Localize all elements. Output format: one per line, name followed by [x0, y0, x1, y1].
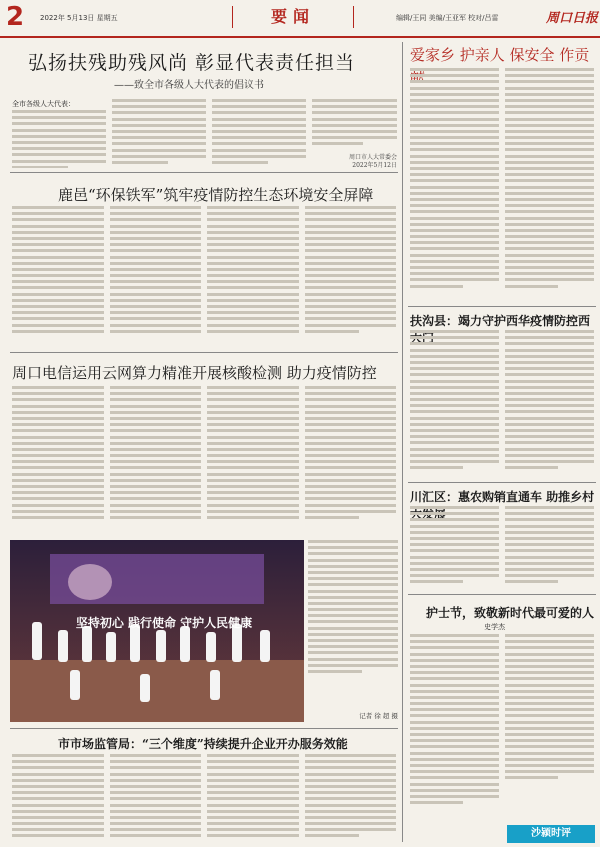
- market-headline: 市市场监管局：“三个维度”持续提升企业开办服务效能: [58, 737, 348, 751]
- lead-signature-date: 2022年5月12日: [352, 162, 397, 169]
- telecom-headline: 周口电信运用云网算力精准开展核酸检测 助力疫情防控: [12, 364, 377, 382]
- divider: [408, 482, 596, 483]
- lead-signature-org: 周口市人大常委会: [348, 154, 397, 161]
- divider: [10, 352, 398, 353]
- nurse-headline: 护士节，致敬新时代最可爱的人: [426, 606, 595, 620]
- photo-caption: [308, 540, 398, 712]
- editor-credits: 编辑/王同 美编/王亚军 校对/吕雷: [396, 14, 499, 22]
- column-divider: [402, 42, 403, 842]
- nurse-body: [410, 634, 594, 820]
- market-body: [12, 754, 396, 844]
- page-number: 2: [6, 2, 25, 32]
- column-badge: 沙颍时评: [507, 825, 595, 843]
- divider: [408, 594, 596, 595]
- nurses-stage-image: [10, 540, 304, 722]
- issue-date: 2022年 5月13日 星期五: [40, 14, 118, 22]
- right-top-headline: 爱家乡 护亲人 保安全 作贡: [410, 46, 590, 64]
- sidebar-1-body: [410, 330, 594, 480]
- lead-subhead: ——致全市各级人大代表的倡议书: [114, 80, 264, 91]
- luyi-headline: 鹿邑“环保铁军”筑牢疫情防控生态环境安全屏障: [58, 186, 374, 204]
- divider: [10, 172, 398, 173]
- luyi-body: [12, 206, 396, 346]
- lead-body-col3: [212, 99, 306, 169]
- divider: [408, 306, 596, 307]
- sidebar-2-body: [410, 506, 594, 590]
- divider: [10, 728, 398, 729]
- lead-headline: 弘扬扶残助残风尚 彰显代表责任担当: [28, 52, 356, 74]
- photo-credit: 记者 徐 超 摄: [359, 712, 398, 720]
- sidebar-1-headline: 扶沟县：竭力守护西华疫情防控西: [410, 314, 591, 328]
- lead-body-col2: [112, 99, 206, 169]
- section-title: 要闻: [232, 6, 354, 28]
- nurses-photo: [10, 540, 304, 722]
- newspaper-logo: 周口日报: [546, 11, 599, 26]
- telecom-body: [12, 386, 396, 530]
- photo-banner-text: 坚持初心 践行使命 守护人民健康: [75, 616, 253, 630]
- nurse-byline: 史学杰: [484, 623, 505, 631]
- lead-salutation: 全市各级人大代表：: [12, 100, 75, 108]
- lead-body-col4: [312, 99, 397, 151]
- lead-body-col1: [12, 110, 106, 168]
- sidebar-2-headline: 川汇区：惠农购销直通车 助推乡村: [410, 490, 595, 504]
- right-top-body: [410, 68, 594, 304]
